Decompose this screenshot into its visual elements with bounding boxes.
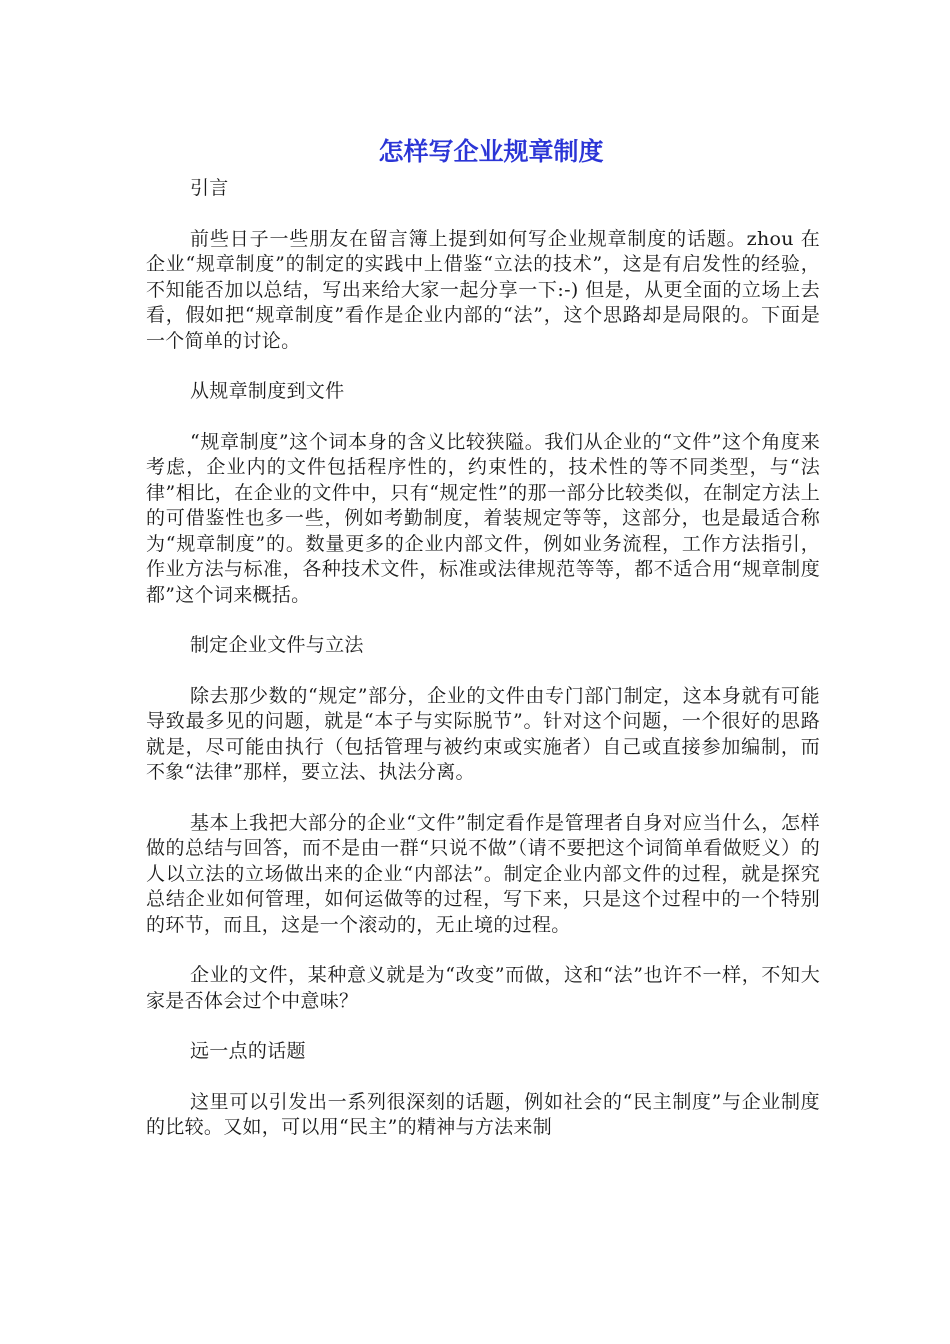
paragraph-intro: 前些日子一些朋友在留言簿上提到如何写企业规章制度的话题。zhou 在企业“规章制度”的制定的实践中上借鉴“立法的技术”，这是有启发性的经验，不知能否加以总结，写出来给大家一起分享一下:-) 但是，从更全面的立场上去看，假如把“规章制度”看作是企业内部的“法”，这个思路却是局限的。下面是一个简单的讨论。 <box>146 227 820 352</box>
document-title: 怎样写企业规章制度 <box>378 137 604 166</box>
paragraph-documents-and-legislation: 除去那少数的“规定”部分，企业的文件由专门部门制定，这本身就有可能导致最多见的问题，就是“本子与实际脱节”。针对这个问题，一个很好的思路就是，尽可能由执行（包括管理与被约束或实施者）自己或直接参加编制，而不象“法律”那样，要立法、执法分离。 <box>146 684 820 783</box>
section-heading-rules-to-documents: 从规章制度到文件 <box>190 380 345 402</box>
paragraph-documents-for-change: 企业的文件，某种意义就是为“改变”而做，这和“法”也许不一样，不知大家是否体会过个中意味？ <box>146 964 820 1012</box>
section-heading-documents-and-legislation: 制定企业文件与立法 <box>190 634 364 656</box>
paragraph-rules-to-documents: “规章制度”这个词本身的含义比较狭隘。我们从企业的“文件”这个角度来考虑，企业内的文件包括程序性的，约束性的，技术性的等不同类型，与“法律”相比，在企业的文件中，只有“规定性”的那一部分比较类似，在制定方法上的可借鉴性也多一些，例如考勤制度，着装规定等等，这部分，也是最适合称为“规章制度”的。数量更多的企业内部文件，例如业务流程，工作方法指引，作业方法与标准，各种技术文件，标准或法律规范等等，都不适合用“规章制度都”这个词来概括。 <box>146 430 820 606</box>
section-heading-introduction: 引言 <box>190 177 229 199</box>
paragraph-managers-summary: 基本上我把大部分的企业“文件”制定看作是管理者自身对应当什么，怎样做的总结与回答，而不是由一群“只说不做”（请不要把这个词简单看做贬义）的人以立法的立场做出来的企业“内部法”。制定企业内部文件的过程，就是探究总结企业如何管理，如何运做等的过程，写下来，只是这个过程中的一个特别的环节，而且，这是一个滚动的，无止境的过程。 <box>146 811 820 936</box>
paragraph-further-topics: 这里可以引发出一系列很深刻的话题，例如社会的“民主制度”与企业制度的比较。又如，可以用“民主”的精神与方法来制 <box>146 1090 820 1138</box>
section-heading-further-topics: 远一点的话题 <box>190 1040 306 1062</box>
document-body <box>146 176 820 1141</box>
